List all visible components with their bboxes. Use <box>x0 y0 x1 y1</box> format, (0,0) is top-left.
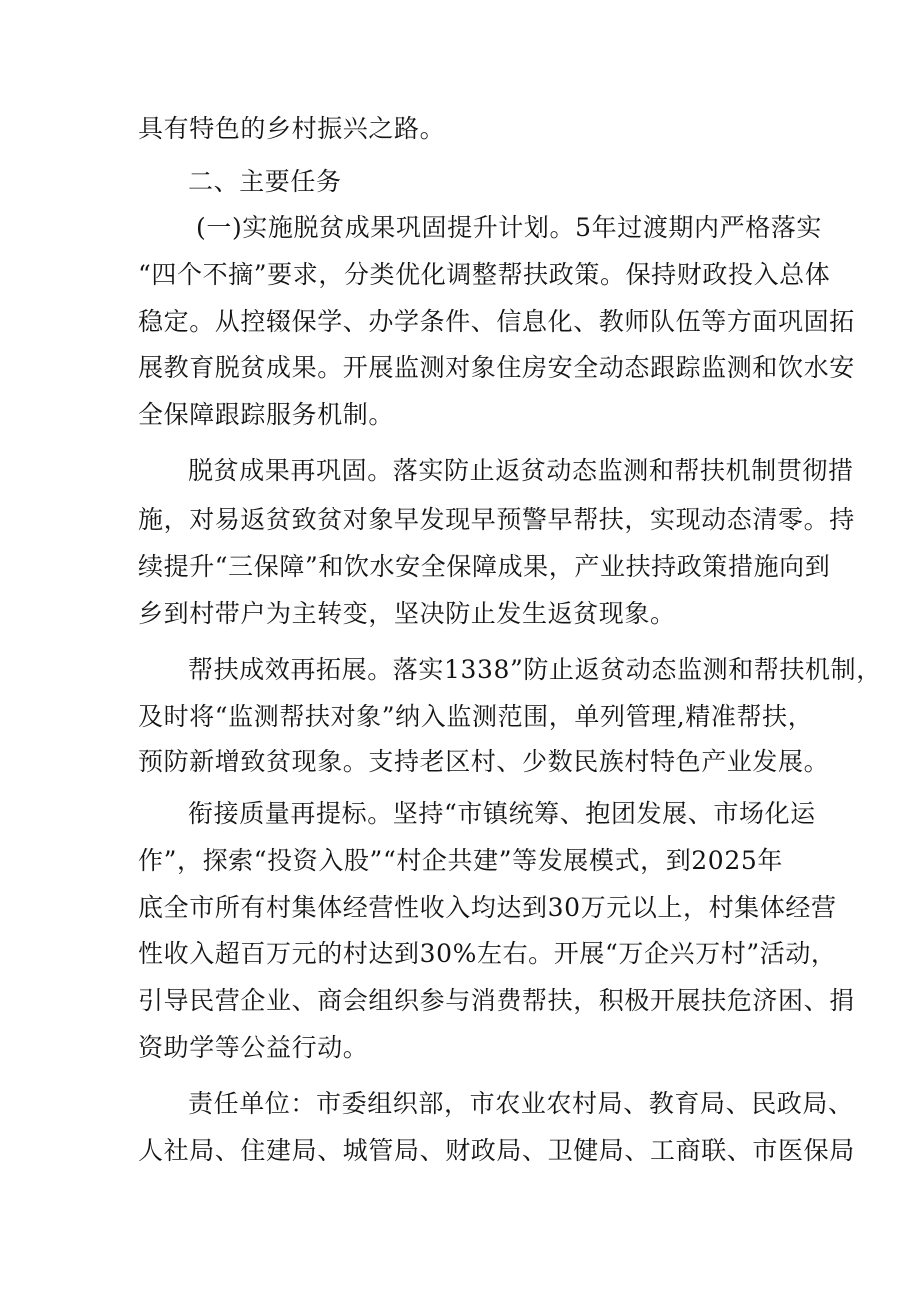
section-heading: 二、主要任务 <box>188 167 342 196</box>
body-text-line: 底全市所有村集体经营性收入均达到30万元以上，村集体经营 <box>138 893 837 922</box>
responsible-units-line: 人社局、住建局、城管局、财政局、卫健局、工商联、市医保局 <box>138 1136 855 1165</box>
paragraph-first-line: 帮扶成效再拓展。落实1338”防止返贫动态监测和帮扶机制， <box>188 655 882 684</box>
body-text-line: 施，对易返贫致贫对象早发现早预警早帮扶，实现动态清零。持 <box>138 505 855 534</box>
body-text-line: 资助学等公益行动。 <box>138 1033 369 1062</box>
body-text-line: 及时将“监测帮扶对象”纳入监测范围，单列管理,精准帮扶， <box>138 702 814 731</box>
body-text-line: 具有特色的乡村振兴之路。 <box>138 114 446 143</box>
paragraph-first-line: 脱贫成果再巩固。落实防止返贫动态监测和帮扶机制贯彻措 <box>188 456 854 485</box>
body-text-line: 作”，探索“投资入股”“村企共建”等发展模式，到2025年 <box>138 846 783 875</box>
body-text-line: “四个不摘”要求，分类优化调整帮扶政策。保持财政投入总体 <box>138 260 831 289</box>
body-text-line: 引导民营企业、商会组织参与消费帮扶，积极开展扶危济困、捐 <box>138 986 855 1015</box>
responsible-units-line: 责任单位：市委组织部，市农业农村局、教育局、民政局、 <box>188 1089 854 1118</box>
body-text-line: 稳定。从控辍保学、办学条件、信息化、教师队伍等方面巩固拓 <box>138 307 855 336</box>
body-text-line: 性收入超百万元的村达到30%左右。开展“万企兴万村”活动， <box>138 939 837 968</box>
body-text-line: 全保障跟踪服务机制。 <box>138 400 395 429</box>
subsection-heading-line: (一)实施脱贫成果巩固提升计划。5年过渡期内严格落实 <box>196 213 823 242</box>
body-text-line: 展教育脱贫成果。开展监测对象住房安全动态跟踪监测和饮水安 <box>138 353 855 382</box>
body-text-line: 乡到村带户为主转变，坚决防止发生返贫现象。 <box>138 599 676 628</box>
body-text-line: 预防新增致贫现象。支持老区村、少数民族村特色产业发展。 <box>138 747 830 776</box>
body-text-line: 续提升“三保障”和饮水安全保障成果，产业扶持政策措施向到 <box>138 552 831 581</box>
paragraph-first-line: 衔接质量再提标。坚持“市镇统筹、抱团发展、市场化运 <box>188 799 816 828</box>
